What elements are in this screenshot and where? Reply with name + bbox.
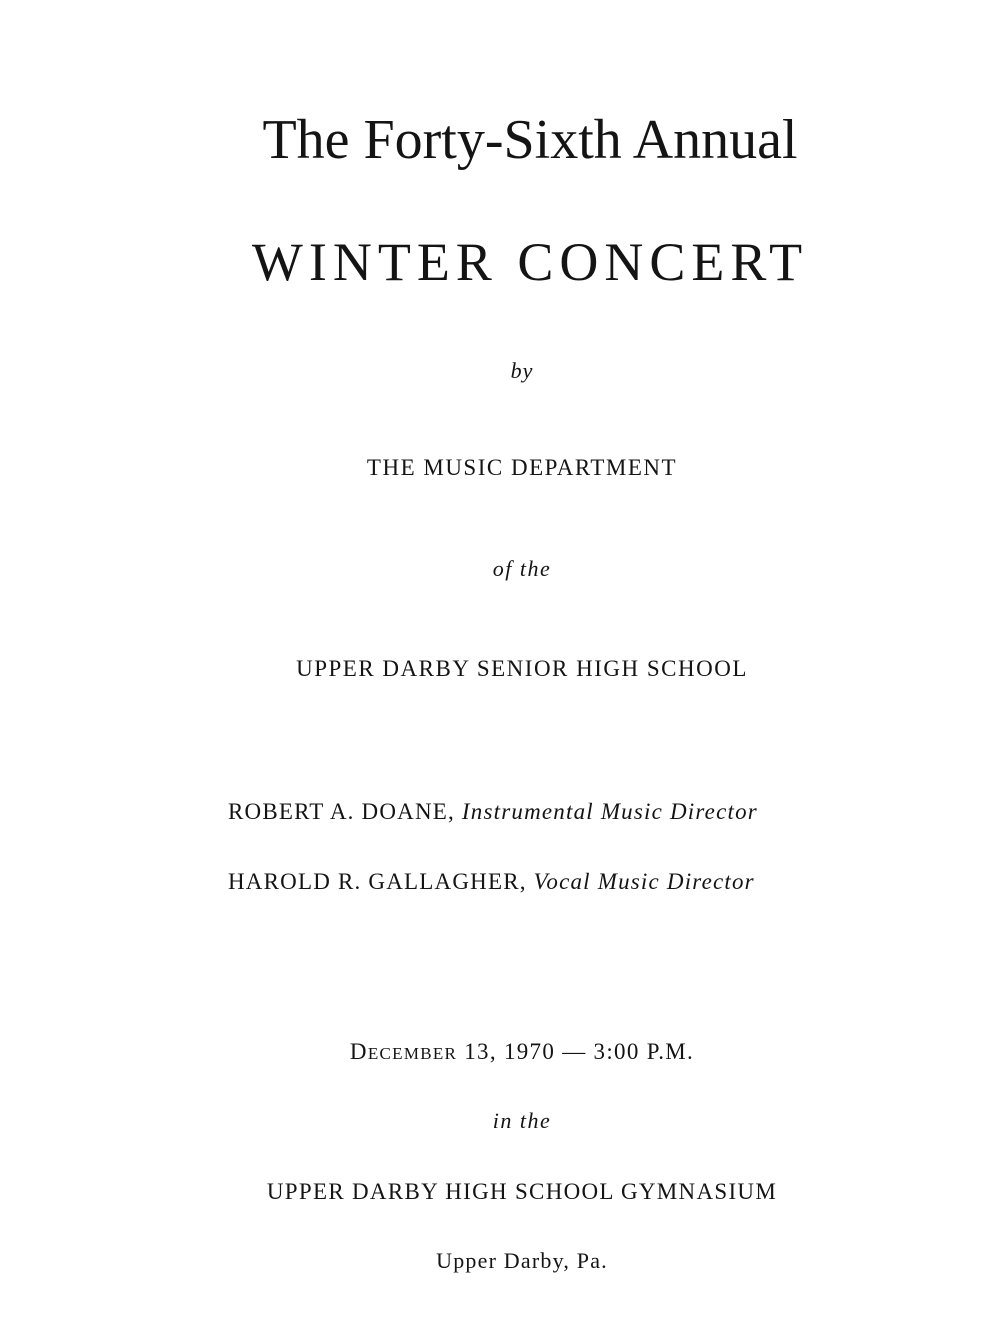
venue-city: Upper Darby, Pa. bbox=[436, 1248, 608, 1273]
in-the-text: in the bbox=[492, 1108, 552, 1133]
director-role: Instrumental Music Director bbox=[461, 799, 758, 824]
concert-headline: WINTER CONCERT bbox=[251, 232, 809, 292]
director-role: Vocal Music Director bbox=[533, 869, 755, 894]
date-month-initial: D bbox=[349, 1039, 368, 1064]
presenter-department: THE MUSIC DEPARTMENT bbox=[366, 455, 678, 480]
director-name: HAROLD R. GALLAGHER, bbox=[228, 869, 527, 894]
date-rest: 13, 1970 — 3:00 P.M. bbox=[457, 1039, 695, 1064]
date-month-rest: ECEMBER bbox=[367, 1044, 458, 1063]
venue-name: UPPER DARBY HIGH SCHOOL GYMNASIUM bbox=[266, 1179, 778, 1204]
of-the-text: of the bbox=[492, 556, 552, 581]
concert-title: The Forty-Sixth Annual bbox=[262, 109, 798, 171]
school-name: UPPER DARBY SENIOR HIGH SCHOOL bbox=[296, 656, 748, 681]
concert-date-time bbox=[22, 1040, 1000, 1063]
director-instrumental bbox=[228, 800, 758, 823]
by-text: by bbox=[510, 358, 534, 383]
director-name: ROBERT A. DOANE, bbox=[228, 799, 455, 824]
director-vocal bbox=[228, 870, 755, 893]
